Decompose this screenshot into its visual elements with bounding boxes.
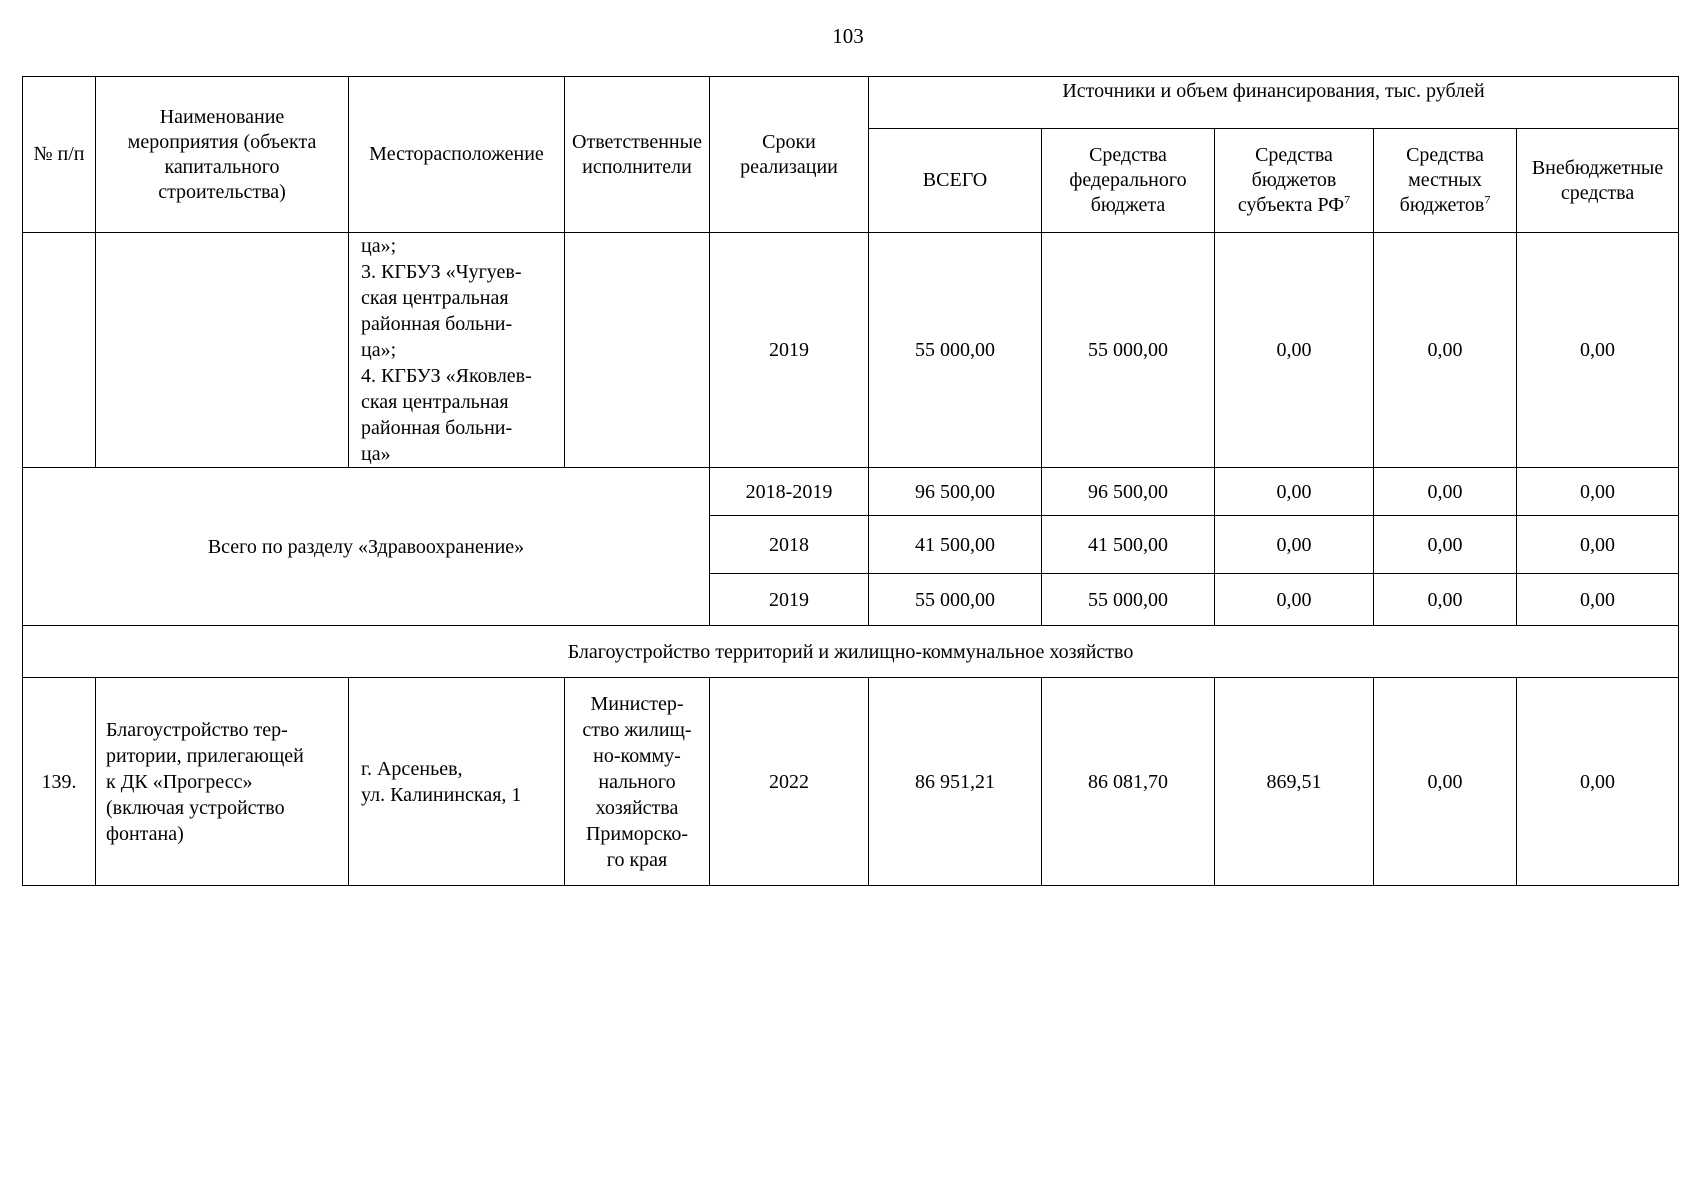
- section-heading-row: [23, 626, 1679, 678]
- header-period: Сроки реализации: [710, 77, 869, 233]
- header-local-label: Средства местных бюджетов: [1399, 144, 1485, 216]
- cell-name: [96, 678, 349, 886]
- header-subject: [1215, 129, 1374, 233]
- header-num: № п/п: [23, 77, 96, 233]
- header-subject-label: Средства бюджетов субъекта РФ: [1237, 144, 1345, 216]
- cell-responsible: [565, 678, 710, 886]
- responsible-line: го края: [606, 848, 668, 871]
- location-line: ца»;: [361, 235, 397, 257]
- header-financing-title: Источники и объем финансирования, тыс. рублей: [869, 77, 1679, 129]
- cell-extra: 0,00: [1517, 678, 1679, 886]
- cell-subject: 0,00: [1215, 468, 1374, 516]
- cell-local: 0,00: [1374, 233, 1517, 468]
- cell-total: 55 000,00: [869, 233, 1042, 468]
- header-local-footnote: 7: [1484, 192, 1491, 207]
- cell-federal: 41 500,00: [1042, 516, 1215, 574]
- cell-local: 0,00: [1374, 678, 1517, 886]
- header-name: Наименование мероприятия (объекта капитального строительства): [96, 77, 349, 233]
- cell-federal: 55 000,00: [1042, 574, 1215, 626]
- cell-responsible-empty: [565, 233, 710, 468]
- location-line: ца»;: [361, 339, 397, 361]
- cell-total: 55 000,00: [869, 574, 1042, 626]
- cell-num: 139.: [23, 678, 96, 886]
- name-line: (включая устройство: [106, 796, 285, 819]
- responsible-line: Министер-: [590, 692, 684, 715]
- location-line: районная больни-: [361, 313, 513, 335]
- header-subject-footnote: 7: [1344, 192, 1351, 207]
- responsible-line: хозяйства: [595, 796, 679, 819]
- financing-table: [22, 76, 1679, 886]
- cell-subject: 869,51: [1215, 678, 1374, 886]
- location-line: ская центральная: [361, 391, 509, 413]
- header-location: Месторасположение: [349, 77, 565, 233]
- page-number: 103: [832, 24, 864, 48]
- cell-location: [349, 233, 565, 468]
- cell-subject: 0,00: [1215, 574, 1374, 626]
- location-line: 3. КГБУЗ «Чугуев-: [361, 261, 522, 283]
- header-total: ВСЕГО: [869, 129, 1042, 233]
- cell-year: 2019: [710, 233, 869, 468]
- header-row-1: [23, 77, 1679, 129]
- header-local: [1374, 129, 1517, 233]
- cell-total: 96 500,00: [869, 468, 1042, 516]
- section-total-label: Всего по разделу «Здравоохранение»: [23, 468, 710, 626]
- location-line: ул. Калининская, 1: [361, 783, 522, 806]
- cell-name-empty: [96, 233, 349, 468]
- name-line: Благоустройство тер-: [106, 718, 288, 741]
- cell-num-empty: [23, 233, 96, 468]
- cell-local: 0,00: [1374, 516, 1517, 574]
- name-line: фонтана): [106, 822, 184, 845]
- location-line: районная больни-: [361, 417, 513, 439]
- location-line: 4. КГБУЗ «Яковлев-: [361, 365, 532, 387]
- responsible-line: ство жилищ-: [582, 718, 692, 741]
- cell-federal: 96 500,00: [1042, 468, 1215, 516]
- location-line: ца»: [361, 443, 391, 465]
- cell-extra: 0,00: [1517, 516, 1679, 574]
- cell-year: 2018: [710, 516, 869, 574]
- location-line: ская центральная: [361, 287, 509, 309]
- cell-federal: 55 000,00: [1042, 233, 1215, 468]
- responsible-line: но-комму-: [593, 744, 681, 767]
- cell-total: 41 500,00: [869, 516, 1042, 574]
- section-total-row: [23, 468, 1679, 516]
- cell-subject: 0,00: [1215, 233, 1374, 468]
- cell-year: 2019: [710, 574, 869, 626]
- responsible-line: Приморско-: [585, 822, 689, 845]
- name-line: к ДК «Прогресс»: [106, 770, 253, 793]
- section-heading: Благоустройство территорий и жилищно-коммунальное хозяйство: [23, 626, 1679, 678]
- table-row-139: [23, 678, 1679, 886]
- cell-year: 2018-2019: [710, 468, 869, 516]
- cell-location: [349, 678, 565, 886]
- cell-local: 0,00: [1374, 574, 1517, 626]
- table-row-continuation: [23, 233, 1679, 468]
- location-line: г. Арсеньев,: [361, 757, 463, 780]
- cell-extra: 0,00: [1517, 468, 1679, 516]
- header-extra: Внебюджетные средства: [1517, 129, 1679, 233]
- name-line: ритории, прилегающей: [106, 744, 304, 767]
- responsible-line: нального: [598, 770, 676, 793]
- header-responsible: Ответственные исполнители: [565, 77, 710, 233]
- cell-extra: 0,00: [1517, 574, 1679, 626]
- cell-federal: 86 081,70: [1042, 678, 1215, 886]
- cell-year: 2022: [710, 678, 869, 886]
- header-federal: Средства федерального бюджета: [1042, 129, 1215, 233]
- cell-local: 0,00: [1374, 468, 1517, 516]
- cell-extra: 0,00: [1517, 233, 1679, 468]
- cell-subject: 0,00: [1215, 516, 1374, 574]
- cell-total: 86 951,21: [869, 678, 1042, 886]
